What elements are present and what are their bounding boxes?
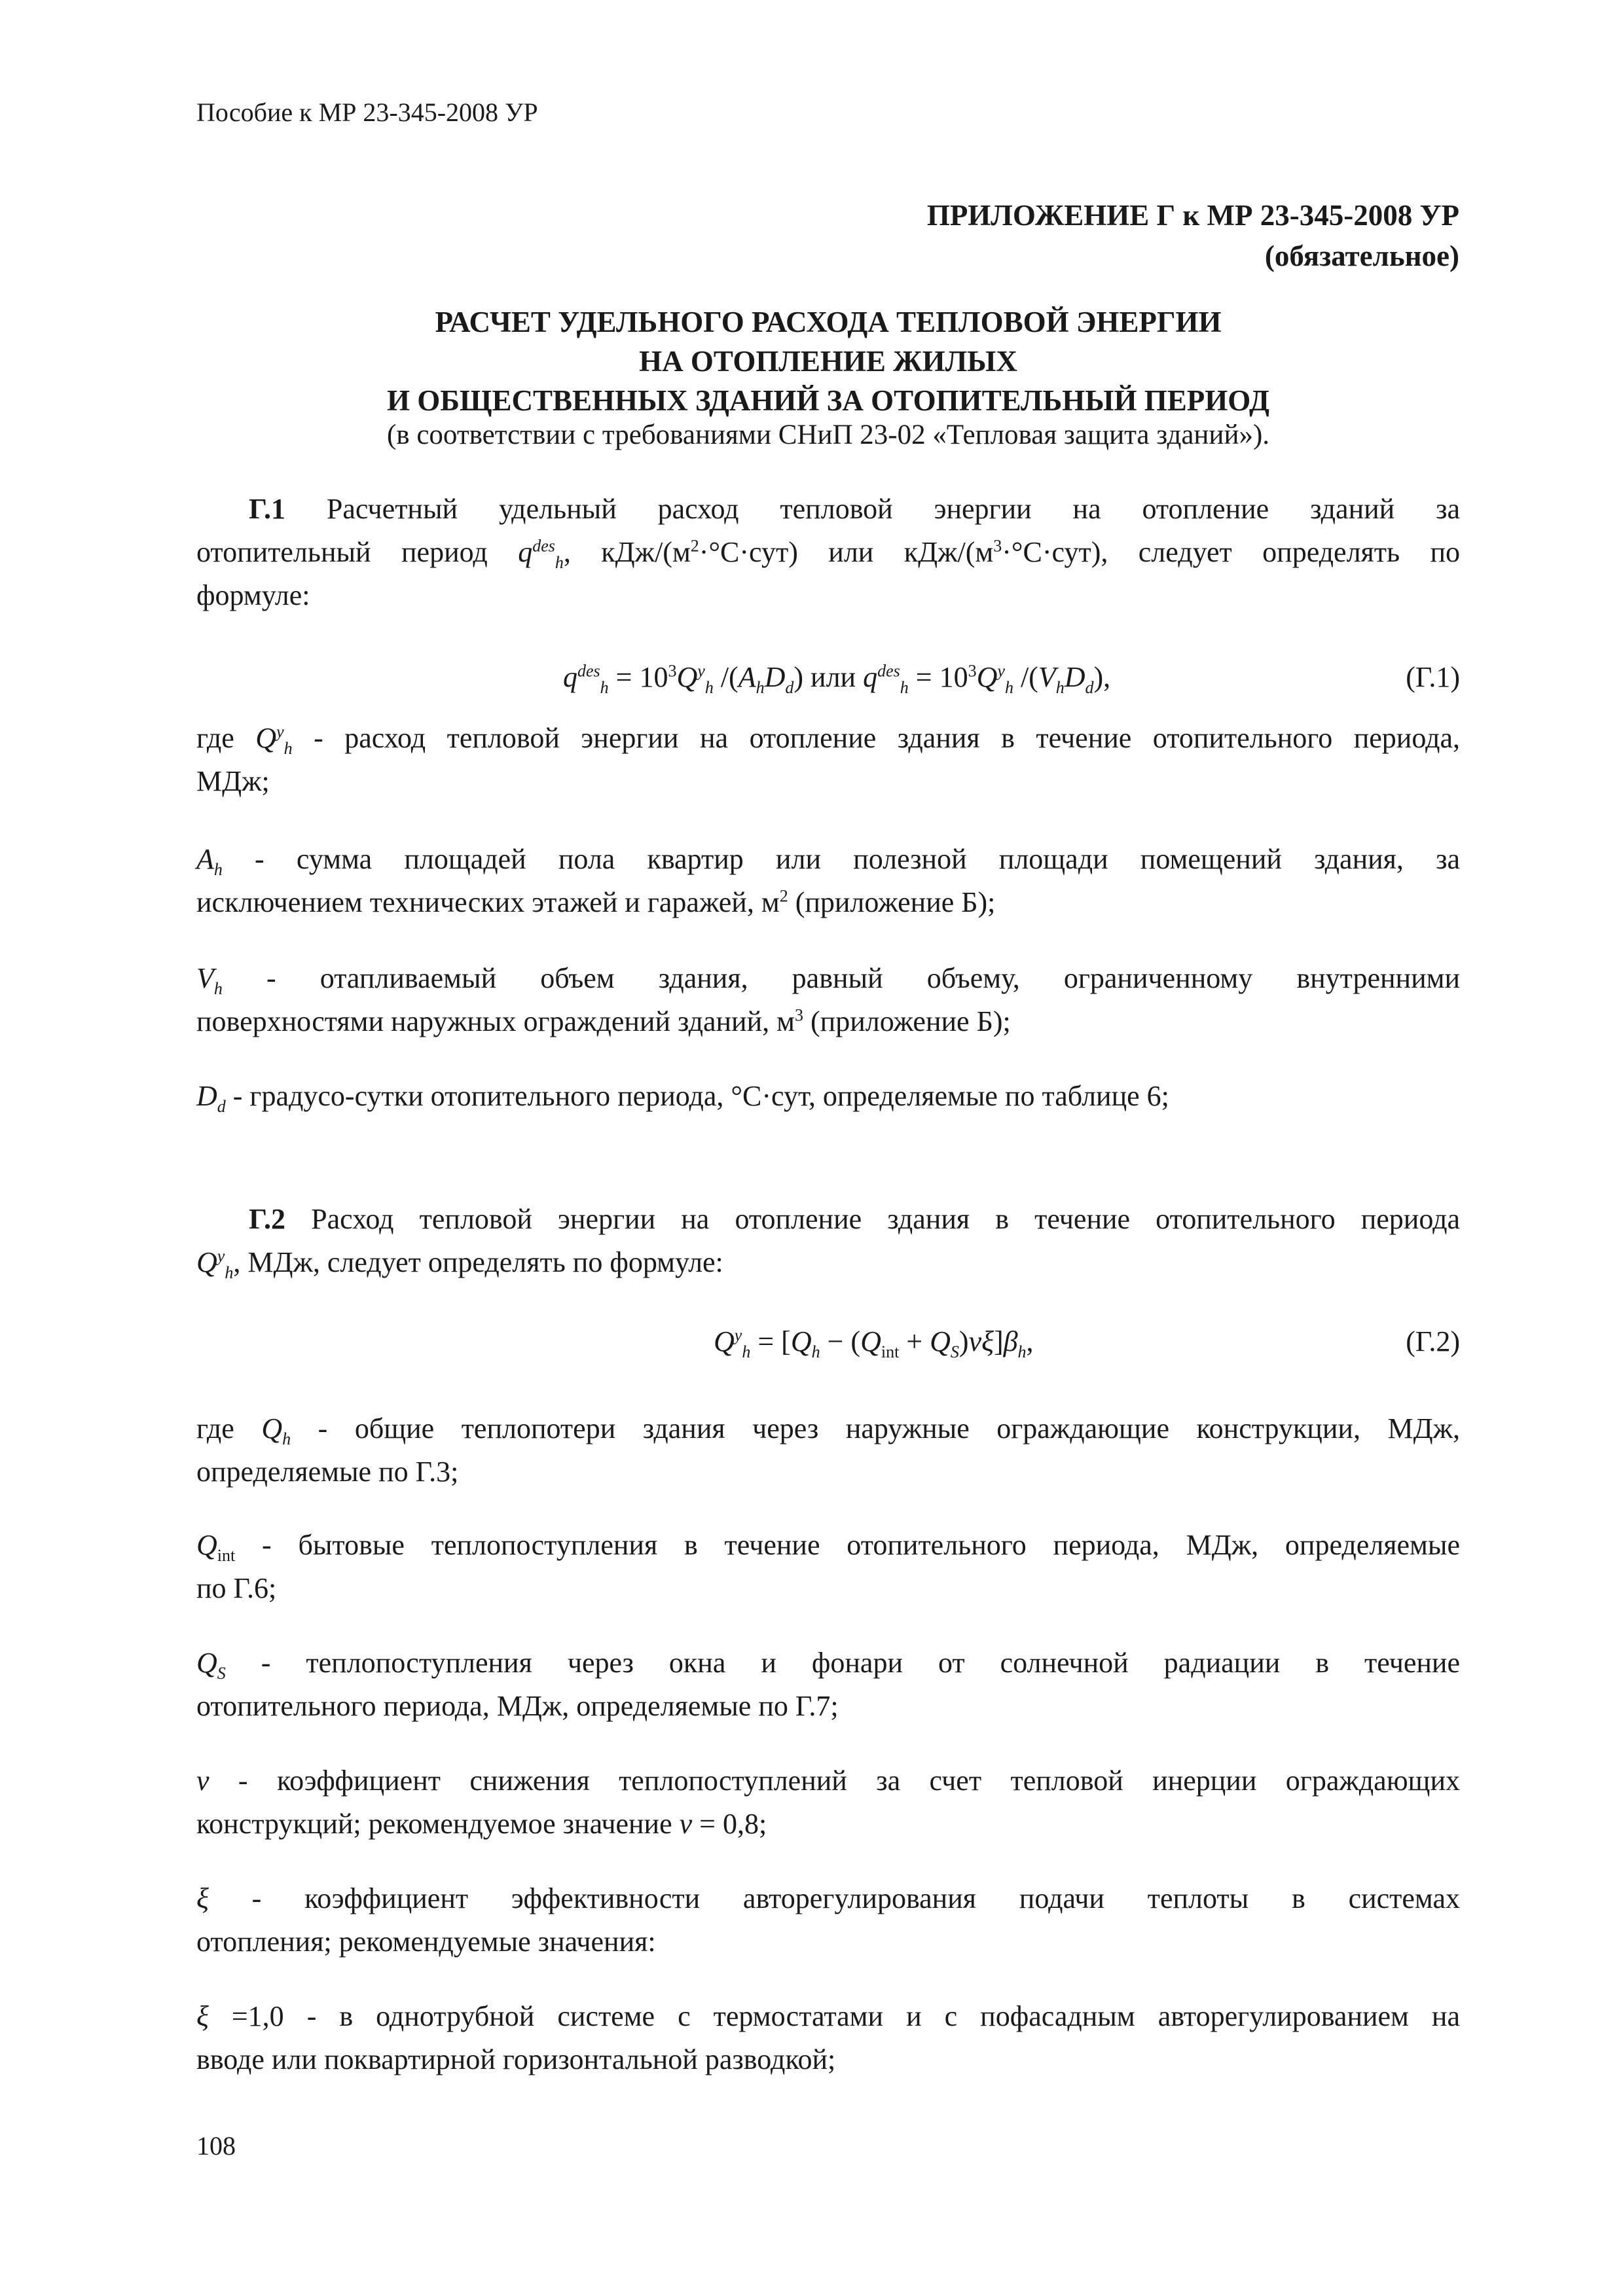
g1-line-2: отопительный период $q^{des}_h$, кДж/$(м^2\cdot^\circ С\cdot сут)$ или кДж/$(м^3\cdot^\circ С\cdot сут)$, следует определять по xyxy=(196,536,1461,572)
def-qs: $Q_S$ - теплопоступления через окна и фонари от солнечной радиации в течение отопительного периода, МДж, определяемые по Г.7; xyxy=(196,1647,1460,1722)
def-xi: ξ - коэффициент эффективности авторегулирования подачи теплоты в системах отопления; рекомендуемые значения: xyxy=(196,1882,1460,1958)
def-vh: $V_h$ - отапливаемый объем здания, равный объему, ограниченному внутренними поверхностями наружных ограждений зданий, $м^3$ (приложение Б); xyxy=(196,962,1460,1037)
clause-label-g2: Г.2 xyxy=(249,1203,286,1235)
def-qint: $Q_{int}$ - бытовые теплопоступления в течение отопительного периода, МДж, определяемые по Г.6; xyxy=(196,1529,1460,1604)
title-line-2: НА ОТОПЛЕНИЕ ЖИЛЫХ xyxy=(639,345,1017,378)
formula-g2-expression: $Q^y_h = [Q_h - (Q_{int} + Q_S)\nu\xi]\beta_h$, xyxy=(714,1325,1034,1361)
formula-g2-number: (Г.2) xyxy=(1406,1325,1460,1357)
appendix-status: (обязательное) xyxy=(1264,240,1459,272)
def-ah: $A_h$ - сумма площадей пола квартир или полезной площади помещений здания, за исключением технических этажей и гаражей, $м^2$ (приложение Б); xyxy=(196,843,1460,918)
clause-label-g1: Г.1 xyxy=(249,493,286,525)
title-line-1: РАСЧЕТ УДЕЛЬНОГО РАСХОДА ТЕПЛОВОЙ ЭНЕРГИИ xyxy=(435,306,1222,338)
paragraph-g2: Г.2 Расход тепловой энергии на отопление здания в течение отопительного периода $Q^y_h$, МДж, следует определять по формуле: xyxy=(196,1203,1460,1282)
def-dd: $D_d$ - градусо-сутки отопительного периода, °С·сут, определяемые по таблице 6; xyxy=(196,1080,1169,1116)
running-header: Пособие к МР 23-345-2008 УР xyxy=(196,98,538,127)
title-line-3: И ОБЩЕСТВЕННЫХ ЗДАНИЙ ЗА ОТОПИТЕЛЬНЫЙ ПЕРИОД xyxy=(387,384,1269,417)
page-subtitle: (в соответствии с требованиями СНиП 23-02 «Тепловая защита зданий»). xyxy=(386,420,1270,450)
formula-g1-expression: $q^{des}_h = 10^3Q^y_h$ $/(A_hD_d)$ или $q^{des}_h = 10^3Q^y_h$ $/(V_hD_d)$, xyxy=(563,661,1111,697)
formula-g1-number: (Г.1) xyxy=(1406,661,1460,693)
page-title xyxy=(196,302,1460,420)
page-number: 108 xyxy=(196,2131,236,2161)
def-nu: ν - коэффициент снижения теплопоступлений за счет тепловой инерции ограждающих конструкций; рекомендуемое значение ν = 0,8; xyxy=(196,1765,1460,1840)
appendix-title: ПРИЛОЖЕНИЕ Г к МР 23-345-2008 УР xyxy=(926,199,1459,232)
paragraph-g1 xyxy=(196,488,1460,617)
g1-line-1: Г.1 Расчетный удельный расход тепловой энергии на отопление зданий за xyxy=(249,493,1460,525)
def-xi-value: ξ =1,0 - в однотрубной системе с термостатами и с пофасадным авторегулированием на вводе или поквартирной горизонтальной разводкой; xyxy=(196,2000,1460,2075)
appendix-heading xyxy=(927,195,1459,276)
def-qhy: где $Q^y_h$ - расход тепловой энергии на отопление здания в течение отопительного периода, МДж; xyxy=(196,722,1461,797)
def-qh: где $Q_h$ - общие теплопотери здания через наружные ограждающие конструкции, МДж, определяемые по Г.3; xyxy=(196,1412,1461,1488)
g1-line-3: формуле: xyxy=(196,579,310,611)
